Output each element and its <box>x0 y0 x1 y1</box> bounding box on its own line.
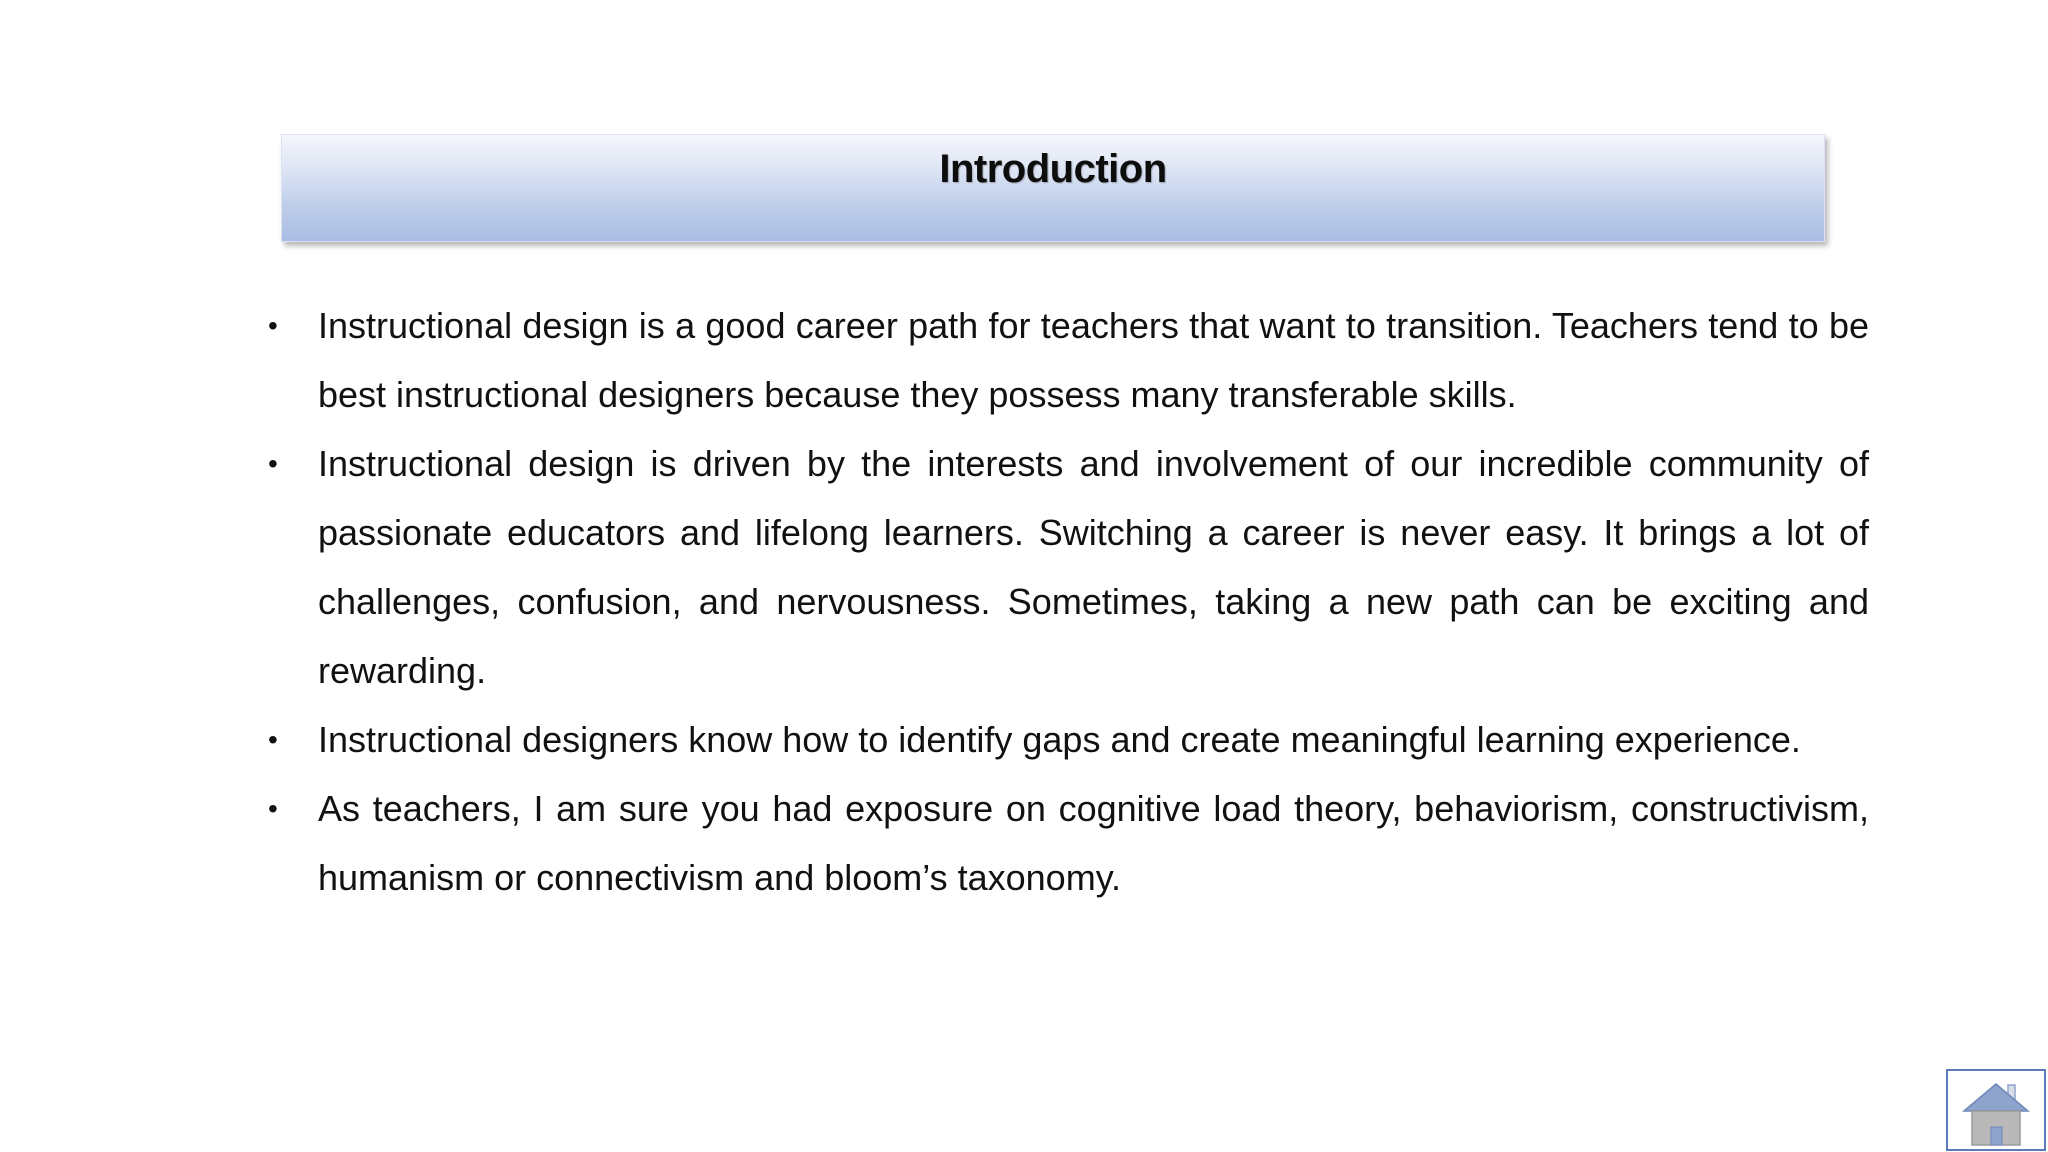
bullet-item <box>268 705 1869 774</box>
bullet-text: Instructional design is a good career path for teachers that want to transition. Teachers tend to be best instructional designers because they possess many transferable skills. <box>318 305 1869 415</box>
bullet-text: As teachers, I am sure you had exposure on cognitive load theory, behaviorism, constructivism, humanism or connectivism and bloom’s taxonomy. <box>318 788 1869 898</box>
bullet-marker: • <box>268 724 278 755</box>
bullet-item <box>268 291 1869 429</box>
bullet-marker: • <box>268 310 278 341</box>
bullet-list <box>268 291 1869 912</box>
bullet-item <box>268 429 1869 705</box>
slide-title: Introduction <box>939 147 1167 191</box>
title-banner <box>281 134 1825 242</box>
bullet-marker: • <box>268 448 278 479</box>
home-button[interactable] <box>1946 1069 2046 1151</box>
bullet-text: Instructional designers know how to identify gaps and create meaningful learning experience. <box>318 719 1801 760</box>
bullet-item <box>268 774 1869 912</box>
home-icon <box>1962 1079 2030 1147</box>
bullet-marker: • <box>268 793 278 824</box>
bullet-text: Instructional design is driven by the interests and involvement of our incredible community of passionate educators and lifelong learners. Switching a career is never easy. It brings a lot of challenges, confusion, and nervousness. Sometimes, taking a new path can be exciting and rewarding. <box>318 443 1869 691</box>
